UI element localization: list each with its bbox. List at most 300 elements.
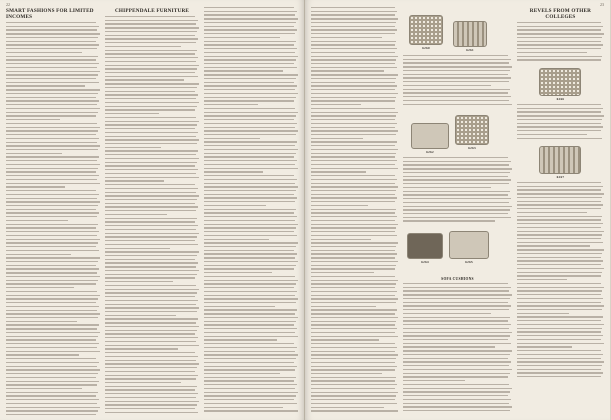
text-line	[204, 168, 298, 169]
text-line	[6, 235, 97, 236]
text-line	[6, 336, 98, 337]
text-line	[311, 33, 395, 34]
text-line	[6, 392, 98, 393]
text-line	[311, 153, 396, 154]
text-line	[517, 59, 601, 60]
text-line	[105, 367, 197, 368]
text-line	[6, 168, 98, 169]
text-line	[105, 117, 196, 118]
text-line	[105, 169, 198, 170]
pillow-illustration	[407, 233, 443, 259]
text-line	[105, 248, 170, 249]
text-line	[517, 223, 603, 224]
text-line	[403, 335, 510, 336]
text-line	[204, 354, 298, 355]
text-line	[204, 70, 283, 71]
text-line	[204, 216, 297, 217]
text-line	[6, 112, 98, 113]
text-line	[403, 309, 509, 310]
left-column-3	[204, 7, 298, 416]
text-line	[517, 350, 601, 351]
text-line	[105, 72, 195, 73]
text-line	[105, 389, 195, 390]
text-line	[6, 212, 99, 213]
text-line	[403, 217, 511, 218]
section-heading-sofa-cushions: SOFA CUSHIONS	[441, 277, 474, 281]
text-line	[105, 408, 195, 409]
text-line	[6, 33, 100, 34]
text-line	[6, 48, 97, 49]
figure-caption: 6261	[466, 48, 474, 52]
text-line	[403, 294, 512, 295]
text-line	[6, 347, 97, 348]
text-line	[105, 251, 199, 252]
text-line	[204, 183, 295, 184]
text-line	[517, 324, 604, 325]
text-line	[105, 35, 195, 36]
text-line	[311, 108, 395, 109]
figure-caption: 6263	[468, 146, 476, 150]
text-line	[204, 18, 298, 19]
text-line	[517, 208, 601, 209]
text-line	[311, 317, 398, 318]
pillow-illustration	[539, 146, 581, 174]
text-line	[105, 404, 197, 405]
text-line	[403, 350, 512, 351]
text-line	[311, 358, 396, 359]
text-line	[403, 92, 507, 93]
text-line	[105, 356, 198, 357]
text-line	[204, 171, 263, 172]
text-line	[105, 50, 197, 51]
text-line	[517, 369, 601, 370]
pillow-illustration	[409, 15, 443, 45]
text-line	[204, 261, 298, 262]
text-line	[204, 250, 294, 251]
text-line	[105, 109, 195, 110]
text-line	[6, 395, 96, 396]
text-line	[517, 346, 572, 347]
pillow-figure	[455, 115, 489, 150]
text-line	[311, 67, 397, 68]
text-line	[6, 381, 99, 382]
text-line	[311, 11, 397, 12]
text-line	[6, 403, 97, 404]
text-line	[311, 70, 384, 71]
text-line	[311, 100, 395, 101]
text-line	[517, 242, 603, 243]
text-line	[517, 29, 601, 30]
text-line	[311, 395, 396, 396]
text-line	[105, 76, 198, 77]
pillow-illustration	[455, 115, 489, 145]
text-line	[105, 188, 198, 189]
text-line	[6, 224, 98, 225]
text-line	[204, 309, 297, 310]
text-line	[204, 212, 294, 213]
text-line	[311, 380, 395, 381]
text-line	[105, 210, 196, 211]
text-line	[311, 112, 398, 113]
text-line	[517, 283, 601, 284]
text-line	[105, 360, 196, 361]
text-line	[6, 239, 100, 240]
text-line	[311, 268, 395, 269]
text-line	[105, 397, 196, 398]
text-line	[105, 106, 197, 107]
text-line	[517, 309, 602, 310]
right-page	[305, 0, 610, 420]
text-line	[105, 240, 195, 241]
text-line	[204, 130, 298, 131]
text-line	[403, 328, 509, 329]
pillow-figure	[539, 146, 581, 179]
text-line	[311, 149, 398, 150]
text-line	[403, 183, 509, 184]
text-line	[6, 339, 96, 340]
text-line	[403, 209, 510, 210]
text-line	[311, 321, 396, 322]
text-line	[403, 202, 509, 203]
text-line	[403, 283, 507, 284]
text-line	[6, 108, 100, 109]
text-line	[204, 403, 297, 404]
text-line	[6, 134, 96, 135]
text-line	[311, 246, 396, 247]
text-line	[105, 38, 198, 39]
text-line	[403, 305, 511, 306]
text-line	[403, 168, 512, 169]
text-line	[204, 63, 294, 64]
text-line	[311, 220, 395, 221]
text-line	[403, 358, 507, 359]
article-title-chippendale: CHIPPENDALE FURNITURE	[114, 8, 190, 14]
text-line	[311, 97, 396, 98]
text-line	[517, 126, 603, 127]
text-line	[105, 221, 195, 222]
text-line	[311, 239, 371, 240]
text-line	[403, 206, 512, 207]
text-line	[517, 130, 601, 131]
text-line	[6, 254, 71, 255]
text-line	[6, 298, 98, 299]
text-line	[311, 242, 398, 243]
text-line	[311, 164, 395, 165]
text-line	[105, 16, 195, 17]
text-line	[204, 164, 295, 165]
text-line	[6, 130, 98, 131]
text-line	[105, 266, 196, 267]
text-line	[311, 216, 397, 217]
text-line	[105, 333, 195, 334]
article-title-smart-fashions: SMART FASHIONS FOR LIMITED INCOMES	[6, 8, 94, 20]
text-line	[403, 104, 512, 105]
article-body-text	[403, 283, 512, 416]
text-line	[6, 153, 62, 154]
text-line	[311, 332, 395, 333]
text-line	[311, 280, 398, 281]
text-line	[105, 184, 195, 185]
text-line	[6, 104, 97, 105]
text-line	[105, 244, 198, 245]
text-line	[403, 100, 509, 101]
text-line	[204, 82, 294, 83]
text-line	[204, 112, 298, 113]
text-line	[204, 48, 297, 49]
text-line	[517, 358, 601, 359]
text-line	[311, 119, 395, 120]
text-line	[6, 71, 100, 72]
text-line	[204, 115, 296, 116]
text-line	[311, 183, 395, 184]
text-line	[6, 201, 100, 202]
right-column-2	[403, 7, 512, 416]
text-line	[6, 123, 97, 124]
text-line	[6, 220, 68, 221]
text-line	[517, 268, 604, 269]
text-line	[105, 307, 199, 308]
text-line	[403, 161, 511, 162]
text-line	[517, 257, 601, 258]
text-line	[204, 29, 297, 30]
text-line	[6, 156, 99, 157]
text-line	[105, 98, 196, 99]
text-line	[204, 227, 296, 228]
text-line	[6, 149, 98, 150]
text-line	[105, 401, 199, 402]
text-line	[204, 7, 294, 8]
text-line	[105, 274, 197, 275]
text-line	[6, 190, 96, 191]
text-line	[204, 44, 294, 45]
text-line	[311, 302, 396, 303]
text-line	[6, 272, 97, 273]
text-line	[311, 7, 395, 8]
text-line	[6, 321, 77, 322]
text-line	[403, 194, 507, 195]
text-line	[204, 384, 297, 385]
text-line	[6, 115, 96, 116]
text-line	[105, 83, 199, 84]
text-line	[403, 391, 510, 392]
text-line	[517, 119, 602, 120]
text-line	[105, 154, 196, 155]
text-line	[6, 37, 98, 38]
text-line	[517, 320, 601, 321]
text-line	[311, 44, 395, 45]
text-line	[311, 265, 396, 266]
text-line	[204, 209, 296, 210]
text-line	[403, 324, 511, 325]
text-line	[105, 165, 195, 166]
text-line	[517, 253, 602, 254]
text-line	[311, 407, 384, 408]
text-line	[6, 268, 99, 269]
text-line	[311, 134, 396, 135]
text-line	[204, 328, 297, 329]
text-line	[204, 100, 294, 101]
text-line	[6, 119, 60, 120]
text-line	[204, 313, 295, 314]
text-line	[105, 296, 195, 297]
text-line	[6, 97, 96, 98]
text-line	[517, 26, 603, 27]
text-line	[6, 56, 98, 57]
text-line	[105, 57, 198, 58]
text-line	[6, 246, 96, 247]
text-line	[6, 179, 97, 180]
text-line	[311, 384, 397, 385]
text-line	[105, 31, 197, 32]
text-line	[517, 189, 601, 190]
text-line	[403, 399, 511, 400]
text-line	[311, 392, 398, 393]
text-line	[403, 191, 510, 192]
text-line	[403, 157, 507, 158]
text-line	[311, 145, 395, 146]
text-line	[403, 66, 512, 67]
text-line	[517, 313, 569, 314]
text-line	[311, 253, 397, 254]
text-line	[204, 276, 295, 277]
text-line	[204, 347, 297, 348]
text-line	[517, 275, 601, 276]
text-line	[6, 175, 99, 176]
text-line	[105, 94, 198, 95]
text-line	[311, 209, 396, 210]
text-line	[6, 414, 96, 415]
text-line	[6, 354, 79, 355]
text-line	[105, 143, 197, 144]
text-line	[204, 407, 283, 408]
text-line	[204, 388, 295, 389]
text-line	[517, 216, 602, 217]
text-line	[403, 81, 509, 82]
text-line	[517, 238, 601, 239]
text-line	[105, 102, 199, 103]
text-line	[403, 287, 511, 288]
text-line	[517, 305, 604, 306]
text-line	[6, 310, 97, 311]
text-line	[517, 361, 604, 362]
text-line	[403, 290, 509, 291]
text-line	[311, 362, 395, 363]
text-line	[105, 65, 199, 66]
text-line	[6, 59, 96, 60]
text-line	[403, 59, 511, 60]
text-line	[204, 74, 298, 75]
text-line	[311, 313, 395, 314]
text-line	[311, 227, 396, 228]
text-line	[403, 298, 510, 299]
text-line	[105, 255, 197, 256]
text-line	[204, 149, 298, 150]
text-line	[311, 388, 395, 389]
text-line	[204, 343, 294, 344]
text-line	[6, 276, 100, 277]
text-line	[403, 403, 509, 404]
text-line	[105, 285, 196, 286]
text-line	[6, 89, 100, 90]
text-line	[105, 23, 196, 24]
text-line	[517, 41, 601, 42]
text-line	[105, 91, 195, 92]
text-line	[403, 179, 511, 180]
text-line	[105, 318, 198, 319]
text-line	[204, 287, 294, 288]
text-line	[403, 384, 509, 385]
text-line	[204, 78, 296, 79]
text-line	[105, 20, 198, 21]
text-line	[403, 406, 512, 407]
text-line	[105, 162, 197, 163]
text-line	[105, 53, 195, 54]
text-line	[6, 377, 96, 378]
text-line	[105, 322, 196, 323]
text-line	[311, 127, 395, 128]
text-line	[517, 197, 602, 198]
text-line	[311, 179, 397, 180]
figure-caption: 6266	[556, 97, 565, 101]
text-line	[403, 302, 507, 303]
text-line	[105, 375, 198, 376]
text-line	[311, 328, 397, 329]
text-line	[204, 399, 294, 400]
text-line	[6, 93, 98, 94]
text-line	[311, 82, 395, 83]
text-line	[204, 291, 297, 292]
text-line	[204, 392, 298, 393]
text-line	[6, 171, 96, 172]
text-line	[311, 291, 397, 292]
text-line	[311, 306, 376, 307]
text-line	[517, 249, 604, 250]
text-line	[403, 89, 510, 90]
text-line	[403, 55, 507, 56]
text-line	[403, 365, 509, 366]
text-line	[6, 317, 98, 318]
left-page-number: 22	[6, 2, 10, 7]
text-line	[204, 295, 295, 296]
text-line	[517, 343, 604, 344]
text-line	[6, 313, 100, 314]
text-line	[204, 37, 280, 38]
article-body-text	[403, 55, 512, 111]
text-line	[105, 132, 198, 133]
text-line	[403, 70, 510, 71]
text-line	[6, 366, 97, 367]
text-line	[6, 306, 99, 307]
text-line	[204, 362, 294, 363]
text-line	[517, 104, 601, 105]
text-line	[105, 214, 167, 215]
text-line	[6, 257, 100, 258]
text-line	[6, 343, 99, 344]
text-line	[204, 186, 298, 187]
text-line	[105, 262, 198, 263]
pillow-figure	[407, 233, 443, 264]
text-line	[105, 68, 197, 69]
figure-caption: 6262	[426, 150, 434, 154]
text-line	[105, 27, 199, 28]
text-line	[517, 108, 603, 109]
text-line	[204, 85, 297, 86]
text-line	[105, 150, 198, 151]
text-line	[105, 363, 199, 364]
text-line	[6, 302, 96, 303]
text-line	[311, 168, 398, 169]
text-line	[311, 351, 395, 352]
